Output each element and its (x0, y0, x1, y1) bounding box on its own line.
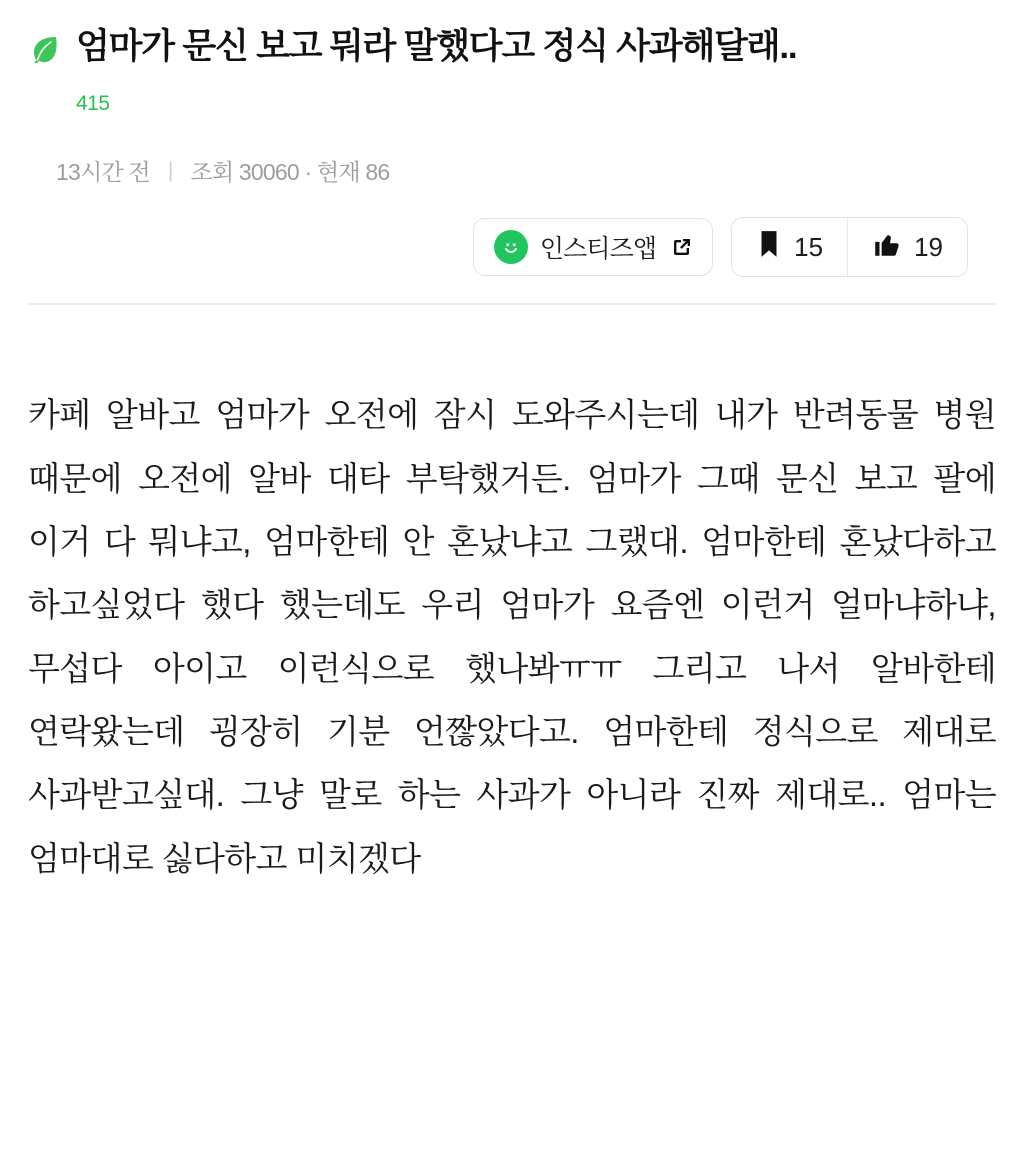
category-link[interactable]: 415 (76, 92, 110, 116)
like-count: 19 (914, 231, 943, 262)
smiley-face-icon (494, 230, 528, 264)
reaction-button-group (731, 217, 968, 277)
post-time: 13시간 전 (56, 159, 150, 186)
app-button[interactable] (473, 218, 713, 276)
external-link-icon (670, 235, 694, 259)
page-title: 엄마가 문신 보고 뭐라 말했다고 정식 사과해달래.. (76, 27, 797, 66)
app-button-label: 인스티즈앱 (539, 235, 657, 264)
post-meta (28, 154, 996, 187)
post-views: 조회 30060 · 현재 86 (190, 159, 390, 186)
post-body (0, 305, 1024, 930)
bookmark-button[interactable] (732, 218, 847, 276)
like-button[interactable] (847, 218, 967, 276)
post-body-text: 카페 알바고 엄마가 오전에 잠시 도와주시는데 내가 반려동물 병원 때문에 오전에 알바 대타 부탁했거든. 엄마가 그때 문신 보고 팔에 이거 다 뭐냐고, 엄마한테 안 혼났냐고 그랬대. 엄마한테 혼났다하고 하고싶었다 했다 했는데도 우리 엄마가 요즘엔 이런거 얼마냐하냐, 무섭다 아이고 이런식으로 했나봐ㅠㅠ 그리고 나서 알바한테 연락왔는데 굉장히 기분 언짢았다고. 엄마한테 정식으로 제대로 사과받고싶대. 그냥 말로 하는 사과가 아니라 진짜 제대로.. 엄마는 엄마대로 싫다하고 미치겠다 (28, 396, 996, 877)
bookmark-icon (756, 229, 782, 266)
thumbs-up-icon (872, 229, 902, 266)
title-row (28, 22, 996, 70)
post-actions (28, 217, 996, 277)
post-header (0, 0, 1024, 305)
meta-separator: | (167, 158, 173, 182)
leaf-icon (28, 32, 62, 66)
bookmark-count: 15 (794, 231, 824, 262)
category-row (28, 92, 996, 116)
